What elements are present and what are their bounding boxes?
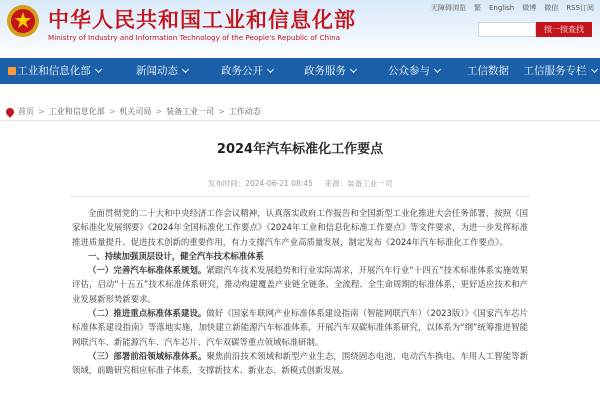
breadcrumb-departments[interactable]: 机关司局 bbox=[119, 107, 152, 116]
site-title[interactable]: 中华人民共和国工业和信息化部 bbox=[48, 8, 356, 32]
nav-item-miit[interactable] bbox=[0, 58, 118, 84]
publish-date: 发布时间：2024-06-21 08:45 bbox=[207, 179, 313, 188]
wechat-link[interactable]: 微信 bbox=[544, 4, 559, 12]
chevron-down-icon bbox=[590, 66, 597, 73]
article-meta bbox=[0, 178, 600, 189]
location-pin-icon bbox=[4, 106, 15, 117]
nav-item-label: 工信服务专栏 bbox=[523, 65, 587, 77]
english-link[interactable]: English bbox=[488, 4, 515, 12]
breadcrumb-separator: > bbox=[218, 107, 225, 116]
nav-item-label: 公众参与 bbox=[388, 65, 430, 77]
main-nav bbox=[0, 58, 600, 84]
nav-item-gov-affairs[interactable] bbox=[206, 58, 288, 84]
nav-item-label: 政务服务 bbox=[304, 65, 346, 77]
weibo-link[interactable]: 微博 bbox=[522, 4, 537, 12]
chevron-down-icon bbox=[95, 66, 102, 73]
chevron-down-icon bbox=[267, 66, 274, 73]
item-body: 紧跟汽车技术发展趋势和行业实际需求，开展汽车行业“十四五”技术标准体系实施效果评估，启动“十五五”技术标准体系研究，推动构建覆盖产业链全链条、全流程、全生命周期的标准体系，更好适应技术和产业发展新形势新要求。 bbox=[72, 265, 529, 304]
item-heading: （一）完善汽车标准体系规划。 bbox=[88, 265, 207, 276]
breadcrumb-separator: > bbox=[38, 107, 45, 116]
item-heading: （二）推进重点标准体系建设。 bbox=[88, 308, 207, 319]
top-links bbox=[431, 3, 594, 13]
item-heading: （三）部署前沿领域标准体系。 bbox=[88, 350, 207, 361]
item-paragraph bbox=[72, 263, 528, 306]
item-body: 做好《国家车联网产业标准体系建设指南（智能网联汽车）（2023版）》《国家汽车芯片标准体系建设指南》等落地实施，加快建立新能源汽车标准体系，开展汽车双碳标准体系研究，以体系为“纲”统筹推进智能网联汽车、新能源汽车、汽车芯片、汽车双碳等重点领域标准研制。 bbox=[72, 308, 528, 347]
breadcrumb-miit[interactable]: 工业和信息化部 bbox=[48, 107, 105, 116]
search-input[interactable] bbox=[478, 22, 536, 37]
chevron-down-icon bbox=[182, 66, 189, 73]
item-paragraph bbox=[72, 349, 528, 378]
breadcrumb-divider bbox=[0, 120, 600, 121]
article-body bbox=[72, 206, 528, 378]
nav-item-label: 新闻动态 bbox=[136, 65, 178, 77]
accessibility-link[interactable]: 无障碍浏览 bbox=[430, 4, 466, 12]
home-icon bbox=[8, 67, 16, 75]
breadcrumb bbox=[6, 106, 261, 117]
breadcrumb-work-news[interactable]: 工作动态 bbox=[228, 107, 261, 116]
intro-paragraph: 全面贯彻党的二十大和中央经济工作会议精神，认真落实政府工作报告和全国新型工业化推进大会任务部署，按照《国家标准化发展纲要》《2024年全国标准化工作要点》《2024年工业和信息化标准工作要点》等文件要求，为进一步发挥标准推进质量提升、促进技术创新的重要作用，有力支撑汽车产业高质量发展，制定发布《2024年汽车标准化工作要点》。 bbox=[72, 208, 528, 247]
nav-item-public-participation[interactable] bbox=[372, 58, 456, 84]
site-header bbox=[0, 0, 600, 58]
meta-divider bbox=[70, 196, 530, 197]
breadcrumb-separator: > bbox=[155, 107, 163, 116]
national-emblem-icon bbox=[6, 4, 40, 38]
breadcrumb-separator: > bbox=[108, 107, 116, 116]
breadcrumb-home[interactable]: 首页 bbox=[18, 107, 34, 116]
chevron-down-icon bbox=[434, 66, 441, 73]
nav-item-label: 工业和信息化部 bbox=[17, 65, 91, 77]
section-heading: 一、持续加强顶层设计，健全汽车技术标准体系 bbox=[88, 250, 264, 261]
nav-item-label: 政务公开 bbox=[221, 65, 263, 77]
traditional-chinese-link[interactable]: 繁 bbox=[473, 4, 481, 12]
nav-item-news[interactable] bbox=[118, 58, 206, 84]
site-subtitle: Ministry of Industry and Information Technology of the People's Republic of China bbox=[48, 33, 341, 42]
rss-link[interactable]: RSS订阅 bbox=[566, 4, 594, 12]
article-title: 2024年汽车标准化工作要点 bbox=[216, 142, 384, 157]
nav-item-gov-services[interactable] bbox=[288, 58, 372, 84]
item-body: 聚焦前沿技术领域和新型产业生态，围绕固态电池、电动汽车换电、车用人工智能等新领域，前瞻研究相应标准子体系，支撑新技术、新业态、新模式创新发展。 bbox=[72, 350, 528, 376]
item-paragraph bbox=[72, 306, 528, 349]
breadcrumb-equipment-dept[interactable]: 装备工业一司 bbox=[166, 107, 215, 116]
nav-item-data[interactable] bbox=[456, 58, 520, 84]
article-source: 来源：装备工业一司 bbox=[324, 179, 393, 188]
nav-item-label: 工信数据 bbox=[467, 65, 509, 77]
nav-item-service-column[interactable] bbox=[520, 58, 600, 84]
search-button[interactable]: 按一按查找 bbox=[536, 22, 592, 37]
chevron-down-icon bbox=[350, 66, 357, 73]
